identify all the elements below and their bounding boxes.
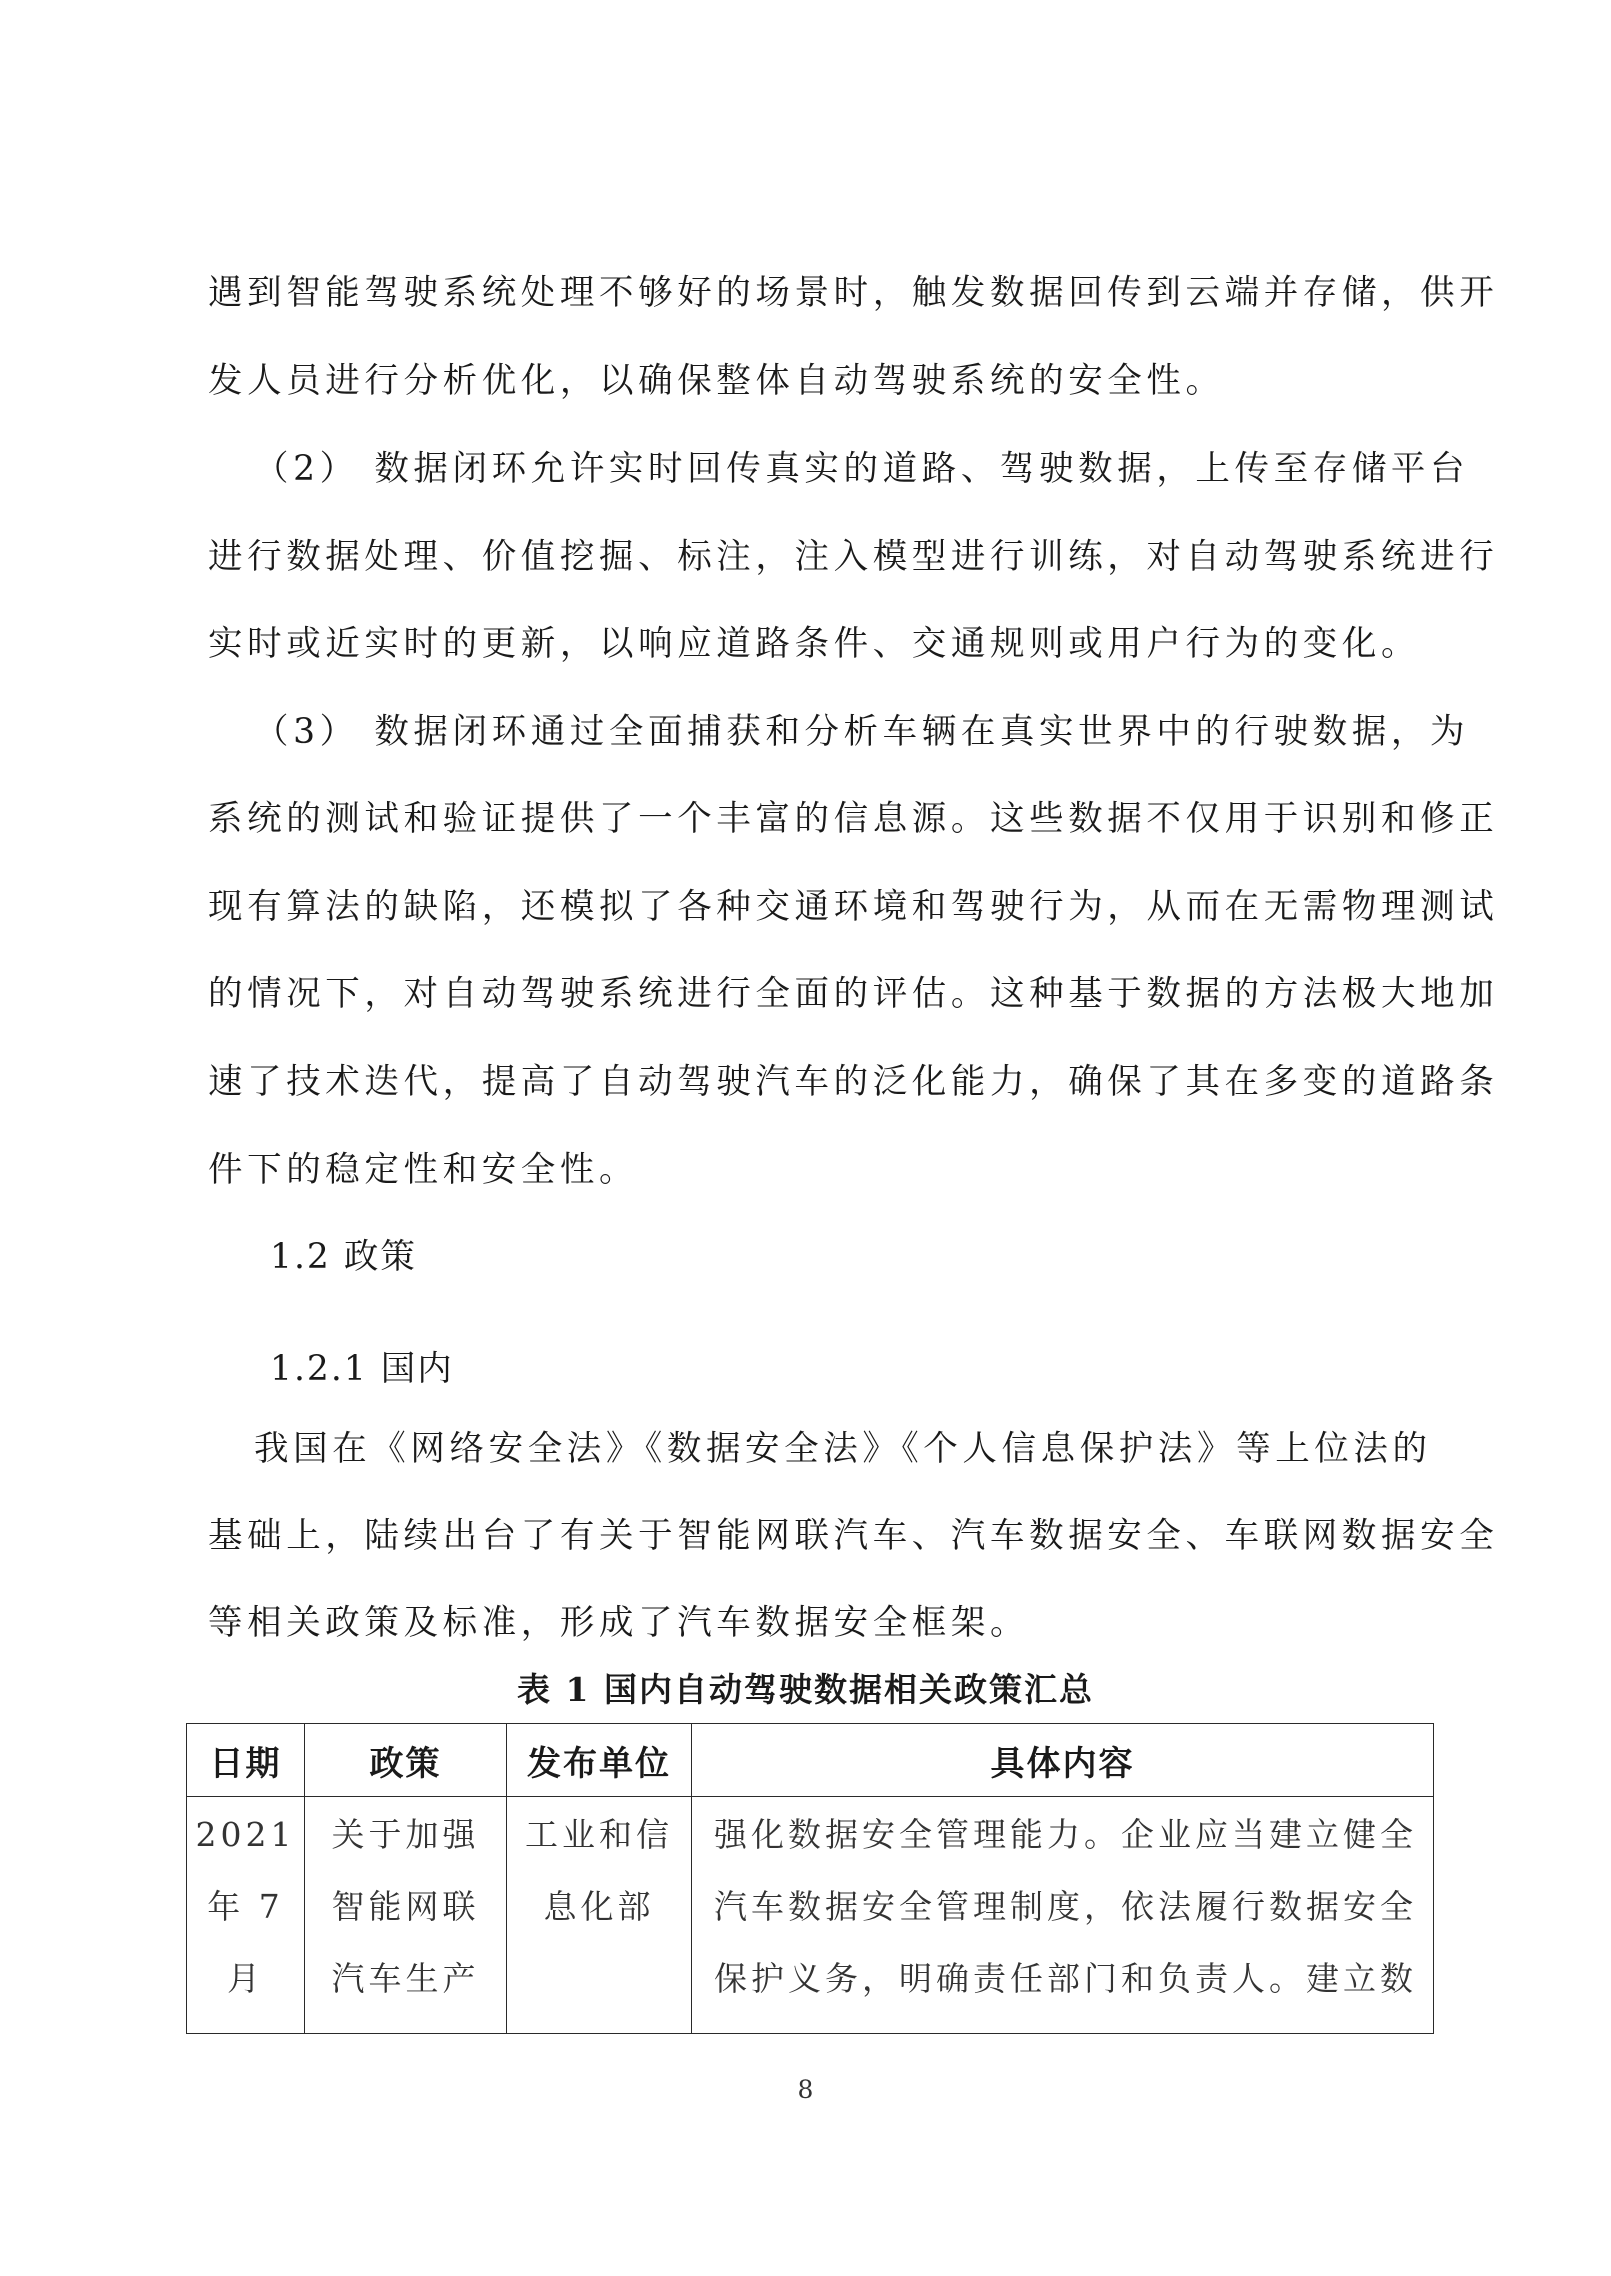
body-line: 现有算法的缺陷，还模拟了各种交通环境和驾驶行为，从而在无需物理测试 — [208, 887, 1499, 927]
cell-line: 保护义务，明确责任部门和负责人。建立数 — [714, 1959, 1417, 1998]
body-line: 系统的测试和验证提供了一个丰富的信息源。这些数据不仅用于识别和修正 — [208, 799, 1499, 839]
table-row — [187, 1797, 1434, 2034]
cell-line: 智能网联 — [331, 1887, 480, 1926]
body-line: 实时或近实时的更新，以响应道路条件、交通规则或用户行为的变化。 — [208, 624, 1421, 664]
cell-line: 关于加强 — [331, 1815, 480, 1854]
section-heading-1-2-1: 1.2.1 国内 — [270, 1349, 454, 1389]
table-header-row — [187, 1724, 1434, 1797]
policy-table — [186, 1723, 1434, 2034]
cell-line: 汽车数据安全管理制度，依法履行数据安全 — [714, 1887, 1417, 1926]
cell-line: 汽车生产 — [331, 1959, 480, 1998]
cell-policy — [305, 1797, 507, 2034]
cell-line: 年 7 — [207, 1887, 284, 1926]
cell-line: 息化部 — [543, 1887, 655, 1926]
cell-date — [187, 1797, 305, 2034]
cell-line: 2021 — [195, 1815, 296, 1854]
body-line: 的情况下，对自动驾驶系统进行全面的评估。这种基于数据的方法极大地加 — [208, 974, 1499, 1014]
cell-issuer — [507, 1797, 692, 2034]
table-caption: 表 1 国内自动驾驶数据相关政策汇总 — [517, 1670, 1094, 1709]
body-line: 遇到智能驾驶系统处理不够好的场景时，触发数据回传到云端并存储，供开 — [208, 273, 1499, 313]
body-line: 速了技术迭代，提高了自动驾驶汽车的泛化能力，确保了其在多变的道路条 — [208, 1062, 1499, 1102]
column-header-date: 日期 — [187, 1724, 305, 1797]
body-line: （3） 数据闭环通过全面捕获和分析车辆在真实世界中的行驶数据，为 — [254, 712, 1470, 752]
body-line: 发人员进行分析优化，以确保整体自动驾驶系统的安全性。 — [208, 361, 1225, 401]
cell-line: 月 — [227, 1959, 264, 1998]
column-header-content: 具体内容 — [692, 1724, 1434, 1797]
cell-line: 强化数据安全管理能力。企业应当建立健全 — [714, 1815, 1417, 1854]
intro-line: 我国在《网络安全法》《数据安全法》《个人信息保护法》等上位法的 — [254, 1429, 1432, 1469]
cell-content — [692, 1797, 1434, 2034]
section-heading-1-2: 1.2 政策 — [270, 1237, 417, 1277]
body-line: （2） 数据闭环允许实时回传真实的道路、驾驶数据，上传至存储平台 — [254, 449, 1470, 489]
page-number: 8 — [797, 2075, 814, 2104]
intro-line: 等相关政策及标准，形成了汽车数据安全框架。 — [208, 1603, 1030, 1643]
body-line: 件下的稳定性和安全性。 — [208, 1150, 639, 1190]
cell-line: 工业和信 — [525, 1815, 673, 1854]
intro-line: 基础上，陆续出台了有关于智能网联汽车、汽车数据安全、车联网数据安全 — [208, 1516, 1499, 1556]
column-header-issuer: 发布单位 — [507, 1724, 692, 1797]
body-line: 进行数据处理、价值挖掘、标注，注入模型进行训练，对自动驾驶系统进行 — [208, 537, 1499, 577]
column-header-policy: 政策 — [305, 1724, 507, 1797]
